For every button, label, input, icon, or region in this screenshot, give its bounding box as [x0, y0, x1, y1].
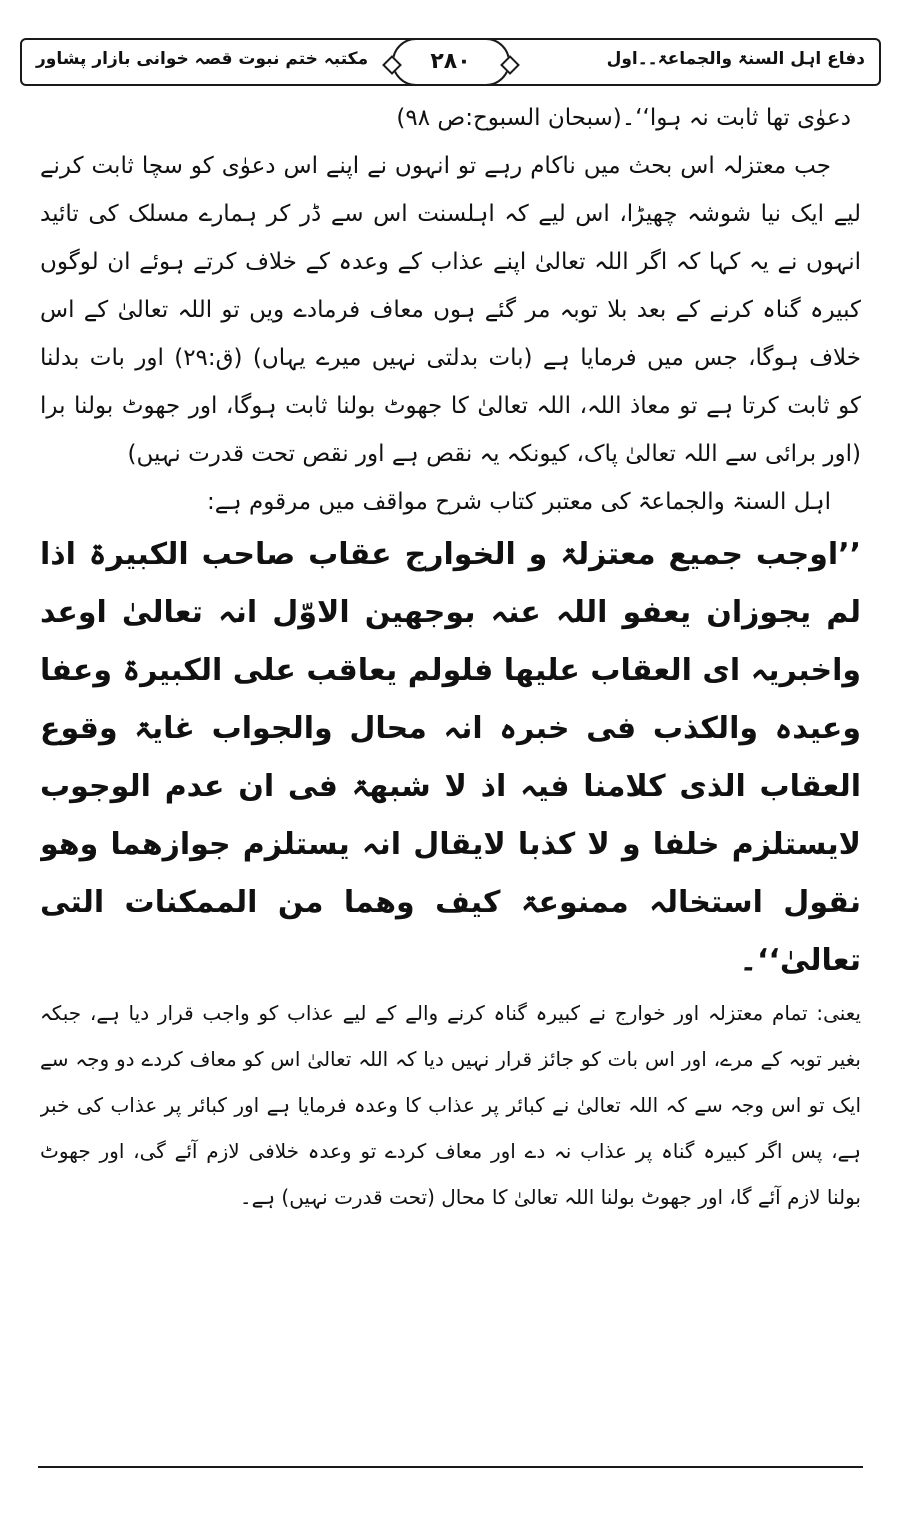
- page-number: ۲۸۰: [392, 38, 510, 86]
- arabic-line: واخبریہ ای العقاب علیھا فلولم یعاقب علی الکبیرۃ وعفا: [40, 653, 861, 688]
- footer-rule: [38, 1466, 863, 1468]
- arabic-line: العقاب الذی کلامنا فیہ اذ لا شبھۃ فی ان عدم الوجوب: [40, 769, 861, 804]
- arabic-line: لایستلزم خلفا و لا کذبا لایقال انہ یستلزم جوازھما وھو: [40, 827, 861, 862]
- explanation-line: بولنا لازم آئے گا، اور جھوٹ بولنا اللہ تعالیٰ کا محال (تحت قدرت نہیں) ہے۔: [239, 1185, 861, 1209]
- text-line: کبیرہ گناہ کرنے کے بعد بلا توبہ مر گئے ہوں معاف فرمادے ویں تو اللہ تعالیٰ کے اس: [40, 297, 861, 323]
- page-header: [20, 38, 881, 86]
- text-line: لیے ایک نیا شوشہ چھیڑا، اس لیے کہ اہلسنت اس سے ڈر کر ہمارے مسلک کی تائید: [40, 201, 861, 227]
- explanation-line: یعنی: تمام معتزلہ اور خوارج نے کبیرہ گناہ کرنے والے کے لیے عذاب کو واجب قرار دیا ہے، جبکہ: [40, 1001, 861, 1025]
- book-title: دفاع اہل السنۃ والجماعۃ۔۔اول: [606, 49, 865, 69]
- text-line: (اور برائی سے اللہ تعالیٰ پاک، کیونکہ یہ نقص ہے اور نقص تحت قدرت نہیں): [127, 441, 861, 467]
- text-line: کو ثابت کرتا ہے تو معاذ اللہ، اللہ تعالیٰ کا جھوٹ بولنا ثابت ہوگا، اور جھوٹ بولنا برا: [40, 393, 861, 419]
- arabic-line: تعالیٰ‘‘۔: [739, 943, 861, 978]
- text-line: انہوں نے یہ کہا کہ اگر اللہ تعالیٰ اپنے عذاب کے وعدہ کے خلاف کرتے ہوئے ان لوگوں: [40, 249, 861, 275]
- arabic-quote: [40, 526, 861, 990]
- arabic-line: ’’اوجب جمیع معتزلۃ و الخوارج عقاب صاحب الکبیرۃ اذا: [40, 537, 861, 572]
- explanation-line: بغیر توبہ کے مرے، اور اس بات کو جائز قرار نہیں دیا کہ اللہ تعالیٰ اس کو معاف کردے دو وجہ سے: [40, 1047, 861, 1071]
- explanation: [40, 990, 861, 1220]
- arabic-line: لم یجوزان یعفو اللہ عنہ بوجھین الاوّل انہ تعالیٰ اوعد: [40, 595, 861, 630]
- arabic-line: نقول استخالہ ممنوعۃ کیف وھما من الممکنات التی: [40, 885, 861, 920]
- text-line: خلاف ہوگا، جس میں فرمایا ہے (بات بدلتی نہیں میرے یہاں) (ق:۲۹) اور بات بدلنا: [40, 345, 861, 371]
- explanation-line: ایک تو اس وجہ سے کہ اللہ تعالیٰ نے کبائر پر عذاب کا وعدہ فرمایا ہے اور کبائر پر عذاب کی خبر: [40, 1093, 861, 1117]
- text-line: جب معتزلہ اس بحث میں ناکام رہے تو انہوں نے اپنے اس دعوٰی کو سچا ثابت کرنے: [40, 153, 831, 179]
- explanation-line: ہے، پس اگر کبیرہ گناہ پر عذاب نہ دے اور معاف کردے تو وعدہ خلافی لازم آئے گی، اور جھوٹ: [40, 1139, 861, 1163]
- text-line: دعوٰی تھا ثابت نہ ہوا‘‘۔(سبحان السبوح:ص ۹۸): [396, 105, 851, 131]
- page-body: [40, 94, 861, 1220]
- text-line: اہل السنۃ والجماعۃ کی معتبر کتاب شرح مواقف میں مرقوم ہے:: [206, 489, 831, 515]
- arabic-line: وعیدہ والکذب فی خبرہ انہ محال والجواب غایۃ وقوع: [40, 711, 861, 746]
- publisher-name: مکتبہ ختم نبوت قصہ خوانی بازار پشاور: [36, 49, 369, 69]
